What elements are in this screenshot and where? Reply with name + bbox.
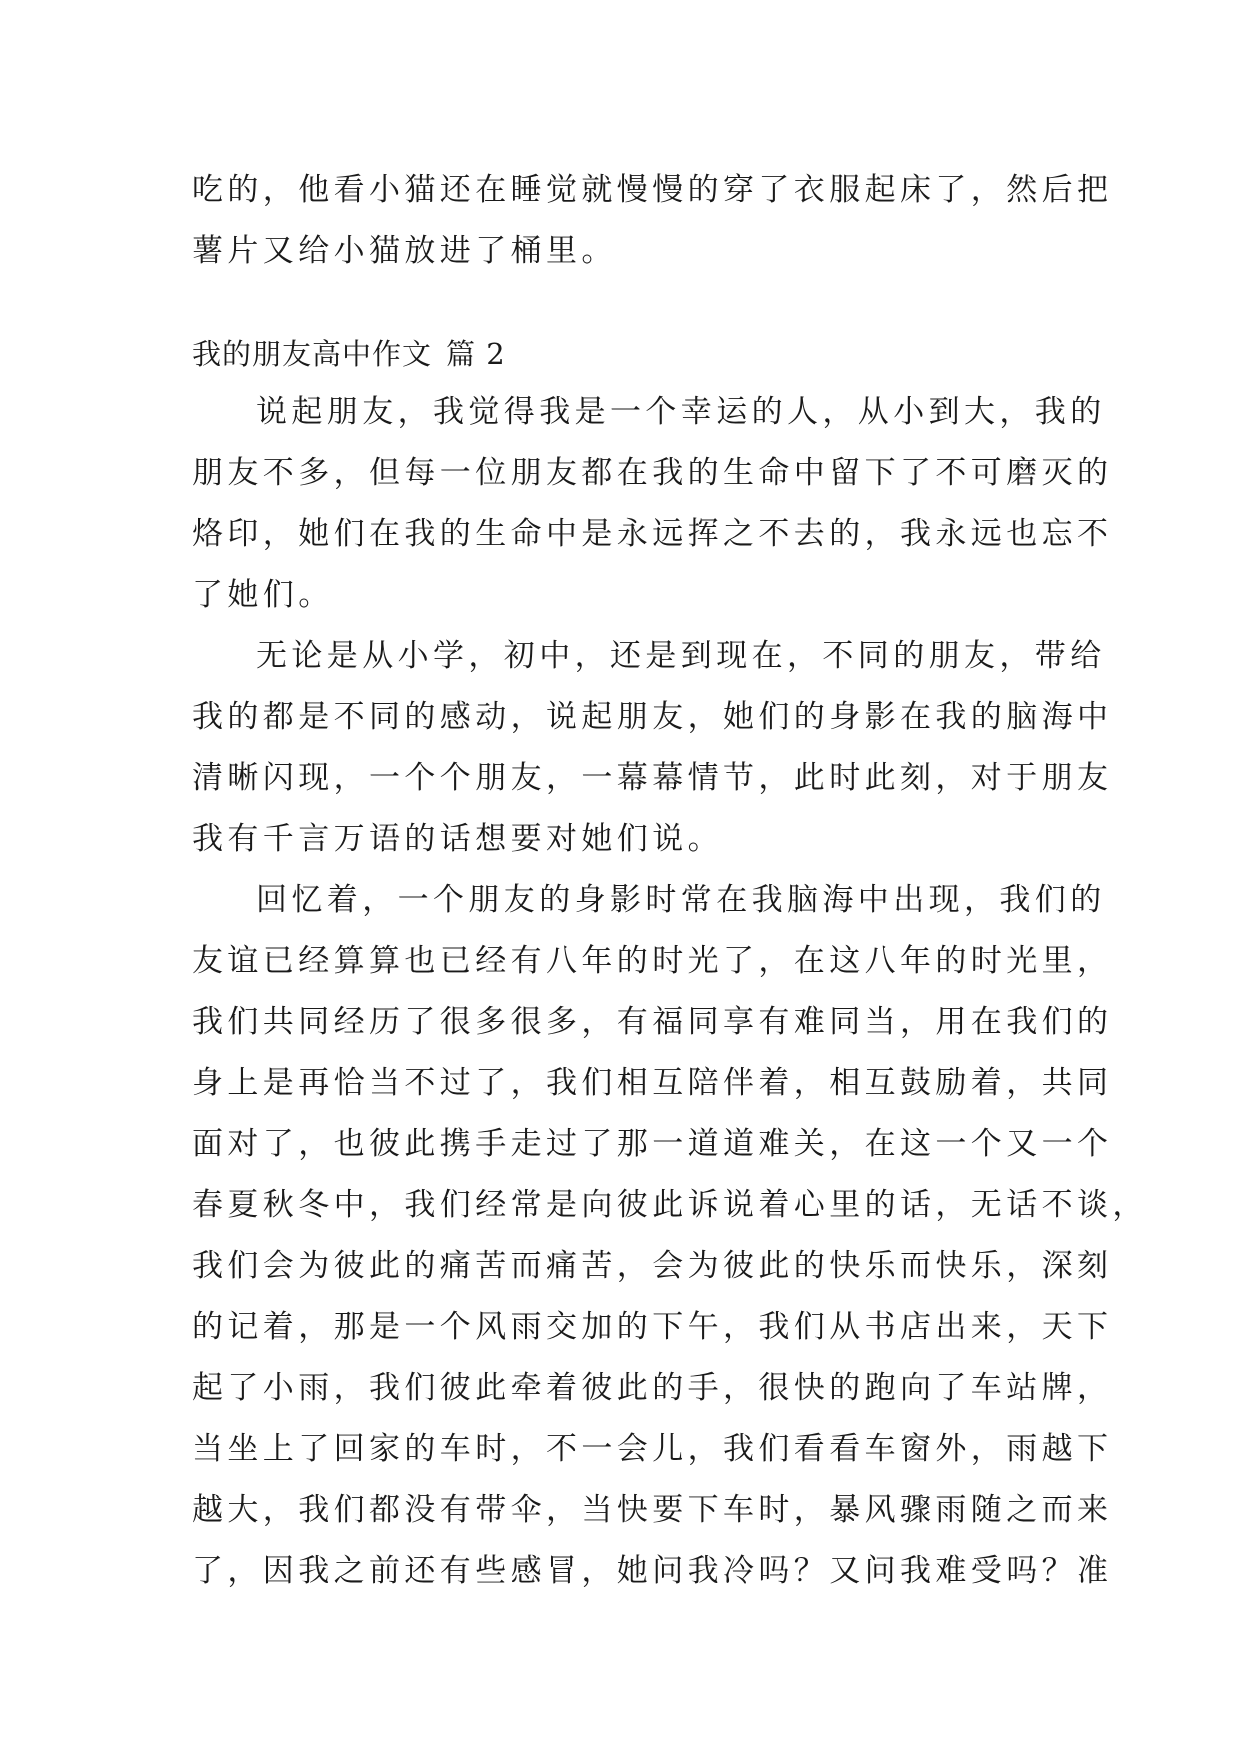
text-line: 薯片又给小猫放进了桶里。	[192, 233, 617, 269]
text-line: 朋友不多，但每一位朋友都在我的生命中留下了不可磨灭的	[192, 455, 1113, 491]
text-line: 面对了，也彼此携手走过了那一道道难关，在这一个又一个	[192, 1126, 1113, 1162]
text-line: 吃的，他看小猫还在睡觉就慢慢的穿了衣服起床了，然后把	[192, 172, 1113, 208]
text-line: 的记着，那是一个风雨交加的下午，我们从书店出来，天下	[192, 1309, 1113, 1345]
section-title: 我的朋友高中作文	[192, 337, 433, 371]
paragraph-3	[192, 870, 1148, 1602]
text-line: 我们会为彼此的痛苦而痛苦，会为彼此的快乐而快乐，深刻	[192, 1248, 1113, 1284]
text-line: 越大，我们都没有带伞，当快要下车时，暴风骤雨随之而来	[192, 1492, 1113, 1528]
text-line: 我们共同经历了很多很多，有福同享有难同当，用在我们的	[192, 1004, 1113, 1040]
section-heading	[192, 326, 1052, 382]
text-line: 当坐上了回家的车时，不一会儿，我们看看车窗外，雨越下	[192, 1431, 1113, 1467]
text-line: 身上是再恰当不过了，我们相互陪伴着，相互鼓励着，共同	[192, 1065, 1113, 1101]
text-line: 了，因我之前还有些感冒，她问我冷吗？又问我难受吗？准	[192, 1553, 1113, 1589]
text-line: 起了小雨，我们彼此牵着彼此的手，很快的跑向了车站牌，	[192, 1370, 1113, 1406]
text-line: 我有千言万语的话想要对她们说。	[192, 821, 723, 857]
text-line: 说起朋友，我觉得我是一个幸运的人，从小到大，我的	[256, 394, 1106, 430]
text-line: 了她们。	[192, 577, 334, 613]
text-line: 清晰闪现，一个个朋友，一幕幕情节，此时此刻，对于朋友	[192, 760, 1113, 796]
section-number: 篇 2	[446, 337, 506, 371]
text-line: 烙印，她们在我的生命中是永远挥之不去的，我永远也忘不	[192, 516, 1113, 552]
paragraph-gap	[192, 282, 1052, 326]
text-line: 无论是从小学，初中，还是到现在，不同的朋友，带给	[256, 638, 1106, 674]
document-body	[192, 160, 1148, 1602]
text-line: 友谊已经算算也已经有八年的时光了，在这八年的时光里，	[192, 943, 1113, 979]
paragraph-2	[192, 626, 1113, 870]
text-line: 我的都是不同的感动，说起朋友，她们的身影在我的脑海中	[192, 699, 1113, 735]
text-line: 春夏秋冬中，我们经常是向彼此诉说着心里的话，无话不谈，	[192, 1187, 1148, 1223]
paragraph-1	[192, 382, 1113, 626]
intro-paragraph	[192, 160, 1113, 282]
text-line: 回忆着，一个朋友的身影时常在我脑海中出现，我们的	[256, 882, 1106, 918]
